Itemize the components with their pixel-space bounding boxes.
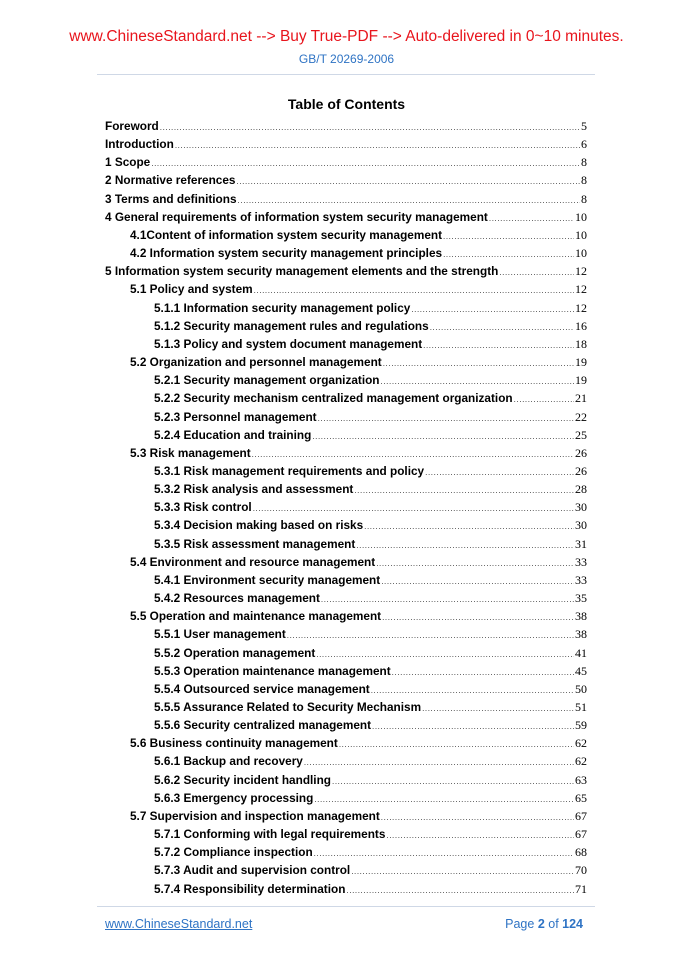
toc-entry[interactable]: [105, 789, 587, 807]
toc-entry[interactable]: [105, 698, 587, 716]
toc-leader-dots: [339, 736, 574, 754]
page-current: 2: [537, 917, 545, 931]
toc-entry-page: 35: [575, 591, 587, 606]
toc-leader-dots: [383, 355, 574, 373]
toc-entry[interactable]: [105, 589, 587, 607]
toc-entry-title: 5.2.1 Security management organization: [154, 373, 380, 388]
toc-entry-title: 5.7.1 Conforming with legal requirements: [154, 827, 386, 842]
toc-entry-page: 8: [581, 191, 587, 206]
toc-entry[interactable]: [105, 153, 587, 171]
toc-entry[interactable]: [105, 226, 587, 244]
toc-leader-dots: [351, 863, 574, 881]
toc-leader-dots: [175, 137, 580, 155]
toc-entry-title: Introduction: [105, 137, 174, 152]
toc-entry[interactable]: [105, 843, 587, 861]
toc-leader-dots: [346, 882, 574, 900]
toc-entry-title: 5.5.6 Security centralized management: [154, 718, 372, 733]
toc-entry-title: 5.3 Risk management: [130, 445, 251, 460]
toc-entry-title: 5.3.3 Risk control: [154, 500, 252, 515]
toc-leader-dots: [314, 845, 574, 863]
toc-entry[interactable]: [105, 553, 587, 571]
toc-entry-title: 5.1.1 Information security management policy: [154, 300, 411, 315]
toc-entry[interactable]: [105, 299, 587, 317]
toc-leader-dots: [489, 210, 574, 228]
toc-entry-title: 5.6.1 Backup and recovery: [154, 754, 303, 769]
toc-entry-page: 10: [575, 227, 587, 242]
toc-leader-dots: [332, 773, 574, 791]
toc-entry-page: 12: [575, 300, 587, 315]
toc-entry-page: 70: [575, 863, 587, 878]
toc-entry-page: 26: [575, 463, 587, 478]
toc-entry-page: 62: [575, 754, 587, 769]
promo-banner[interactable]: www.ChineseStandard.net --> Buy True-PDF --> Auto-delivered in 0~10 minutes.: [69, 28, 624, 45]
toc-entry-title: 4.1Content of information system security management: [130, 227, 443, 242]
page-number: [505, 916, 583, 932]
toc-entry-page: 50: [575, 681, 587, 696]
toc-entry-title: 2 Normative references: [105, 173, 236, 188]
toc-entry[interactable]: [105, 880, 587, 898]
toc-entry-title: 5.7.2 Compliance inspection: [154, 845, 313, 860]
toc-entry-title: 5.5.1 User management: [154, 627, 286, 642]
toc-entry-page: 6: [581, 137, 587, 152]
toc-entry[interactable]: [105, 716, 587, 734]
toc-entry-page: 5: [581, 119, 587, 133]
toc-leader-dots: [376, 555, 574, 573]
toc-entry-title: 4 General requirements of information system security management: [105, 209, 488, 224]
toc-title: Table of Contents: [287, 96, 406, 112]
toc-leader-dots: [382, 609, 574, 627]
header-divider: [97, 74, 595, 75]
toc-entry-page: 31: [575, 536, 587, 551]
toc-entry[interactable]: [105, 752, 587, 770]
toc-entry[interactable]: [105, 426, 587, 444]
toc-entry-page: 65: [575, 790, 587, 805]
toc-entry-page: 38: [575, 627, 587, 642]
toc-entry[interactable]: [105, 117, 587, 135]
toc-leader-dots: [411, 301, 574, 319]
toc-leader-dots: [237, 173, 581, 191]
toc-entry[interactable]: [105, 734, 587, 752]
toc-entry-page: 26: [575, 445, 587, 460]
toc-entry-title: 5.5 Operation and maintenance management: [130, 609, 382, 624]
toc-entry[interactable]: [105, 208, 587, 226]
toc-entry[interactable]: [105, 861, 587, 879]
toc-entry[interactable]: [105, 317, 587, 335]
toc-leader-dots: [318, 410, 574, 428]
toc-entry[interactable]: [105, 462, 587, 480]
toc-leader-dots: [356, 537, 574, 555]
toc-entry-title: 4.2 Information system security management principles: [130, 246, 443, 261]
toc-entry-title: 5.7 Supervision and inspection management: [130, 808, 380, 823]
toc-entry-title: 5 Information system security management elements and the strength: [105, 264, 499, 279]
toc-entry[interactable]: [105, 389, 587, 407]
toc-entry-title: 5.5.5 Assurance Related to Security Mechanism: [154, 700, 422, 714]
toc-entry-page: 10: [575, 246, 587, 261]
toc-leader-dots: [381, 809, 574, 827]
toc-leader-dots: [425, 464, 574, 482]
toc-entry-title: 5.6 Business continuity management: [130, 736, 338, 751]
toc-entry-title: Foreword: [105, 119, 159, 133]
toc-entry-page: 30: [575, 500, 587, 515]
toc-entry-page: 63: [575, 772, 587, 787]
toc-leader-dots: [372, 718, 574, 736]
toc-leader-dots: [386, 827, 574, 845]
toc-entry-title: 5.7.3 Audit and supervision control: [154, 863, 351, 878]
toc-leader-dots: [514, 391, 574, 409]
toc-leader-dots: [287, 627, 574, 645]
toc-entry[interactable]: [105, 662, 587, 680]
toc-entry[interactable]: [105, 625, 587, 643]
toc-entry[interactable]: [105, 644, 587, 662]
toc-entry-page: 25: [575, 427, 587, 442]
toc-entry[interactable]: [105, 516, 587, 534]
toc-entry-title: 5.2.4 Education and training: [154, 427, 312, 442]
toc-entry-page: 68: [575, 845, 587, 860]
toc-entry-page: 41: [575, 645, 587, 660]
toc-entry-title: 5.2.3 Personnel management: [154, 409, 317, 424]
toc-leader-dots: [304, 754, 574, 772]
toc-entry-page: 22: [575, 409, 587, 424]
toc-entry[interactable]: [105, 371, 587, 389]
toc-entry[interactable]: [105, 571, 587, 589]
toc-entry-title: 1 Scope: [105, 155, 151, 170]
toc-entry-page: 10: [575, 209, 587, 224]
toc-entry-page: 62: [575, 736, 587, 751]
toc-entry-page: 12: [575, 264, 587, 279]
toc-entry-page: 30: [575, 518, 587, 533]
toc-entry[interactable]: [105, 444, 587, 462]
toc-entry-title: 5.2 Organization and personnel management: [130, 355, 382, 370]
toc-entry-title: 5.3.2 Risk analysis and assessment: [154, 482, 354, 497]
toc-entry-page: 71: [575, 881, 587, 896]
toc-leader-dots: [499, 264, 574, 282]
toc-entry-page: 67: [575, 808, 587, 823]
toc-entry[interactable]: [105, 135, 587, 153]
toc-entry-title: 5.4.1 Environment security management: [154, 572, 381, 587]
toc-entry-page: 19: [575, 373, 587, 388]
toc-leader-dots: [430, 319, 574, 337]
toc-entry[interactable]: [105, 262, 587, 280]
page-total: 124: [562, 917, 583, 931]
toc-entry[interactable]: [105, 807, 587, 825]
toc-entry[interactable]: [105, 480, 587, 498]
page-prefix: Page: [505, 917, 538, 931]
toc-leader-dots: [312, 428, 574, 446]
toc-entry-page: 33: [575, 572, 587, 587]
toc-entry-title: 5.4 Environment and resource management: [130, 554, 376, 569]
toc-entry-title: 5.3.4 Decision making based on risks: [154, 518, 364, 533]
toc-entry[interactable]: [105, 190, 587, 208]
toc-leader-dots: [160, 119, 580, 137]
toc-entry[interactable]: [105, 607, 587, 625]
toc-entry-title: 5.5.4 Outsourced service management: [154, 681, 370, 696]
toc-entry-page: 28: [575, 482, 587, 497]
toc-entry-page: 67: [575, 827, 587, 842]
toc-entry-title: 5.6.2 Security incident handling: [154, 772, 331, 787]
toc-entry[interactable]: [105, 498, 587, 516]
toc-entry[interactable]: [105, 771, 587, 789]
toc-entry-title: 3 Terms and definitions: [105, 191, 237, 206]
toc-entry-page: 18: [575, 336, 587, 351]
toc-leader-dots: [354, 482, 574, 500]
toc-entry-title: 5.1.2 Security management rules and regulations: [154, 318, 429, 333]
document-id: GB/T 20269-2006: [298, 52, 395, 66]
toc-entry-page: 8: [581, 155, 587, 170]
toc-entry-page: 51: [575, 700, 587, 714]
toc-entry-page: 8: [581, 173, 587, 188]
toc-leader-dots: [423, 337, 574, 355]
toc-entry-page: 45: [575, 663, 587, 678]
toc-leader-dots: [381, 573, 574, 591]
footer-site-link[interactable]: www.ChineseStandard.net: [105, 917, 253, 931]
toc-entry-title: 5.4.2 Resources management: [154, 591, 320, 606]
toc-entry-title: 5.7.4 Responsibility determination: [154, 881, 346, 896]
table-of-contents: [105, 117, 587, 898]
toc-entry-page: 19: [575, 355, 587, 370]
page-of: of: [544, 917, 563, 931]
toc-leader-dots: [443, 228, 574, 246]
toc-entry-page: 38: [575, 609, 587, 624]
toc-entry-title: 5.3.1 Risk management requirements and policy: [154, 463, 425, 478]
footer-divider: [97, 906, 595, 907]
toc-entry[interactable]: [105, 353, 587, 371]
toc-entry[interactable]: [105, 244, 587, 262]
toc-entry[interactable]: [105, 171, 587, 189]
toc-leader-dots: [364, 518, 574, 536]
toc-entry-title: 5.6.3 Emergency processing: [154, 790, 314, 805]
toc-leader-dots: [422, 700, 574, 718]
toc-entry-page: 59: [575, 718, 587, 733]
toc-leader-dots: [392, 664, 574, 682]
toc-entry-title: 5.3.5 Risk assessment management: [154, 536, 356, 551]
toc-entry-title: 5.1.3 Policy and system document management: [154, 336, 423, 351]
toc-entry[interactable]: [105, 335, 587, 353]
toc-entry-page: 12: [575, 282, 587, 297]
toc-entry[interactable]: [105, 535, 587, 553]
toc-entry-page: 16: [575, 318, 587, 333]
toc-entry-page: 21: [575, 391, 587, 406]
toc-entry-title: 5.5.3 Operation maintenance management: [154, 663, 391, 678]
toc-entry[interactable]: [105, 680, 587, 698]
toc-entry[interactable]: [105, 408, 587, 426]
toc-entry-title: 5.5.2 Operation management: [154, 645, 316, 660]
toc-entry[interactable]: [105, 280, 587, 298]
toc-entry-page: 33: [575, 554, 587, 569]
toc-entry-title: 5.2.2 Security mechanism centralized management organization: [154, 391, 513, 406]
toc-entry-title: 5.1 Policy and system: [130, 282, 253, 297]
toc-entry[interactable]: [105, 825, 587, 843]
